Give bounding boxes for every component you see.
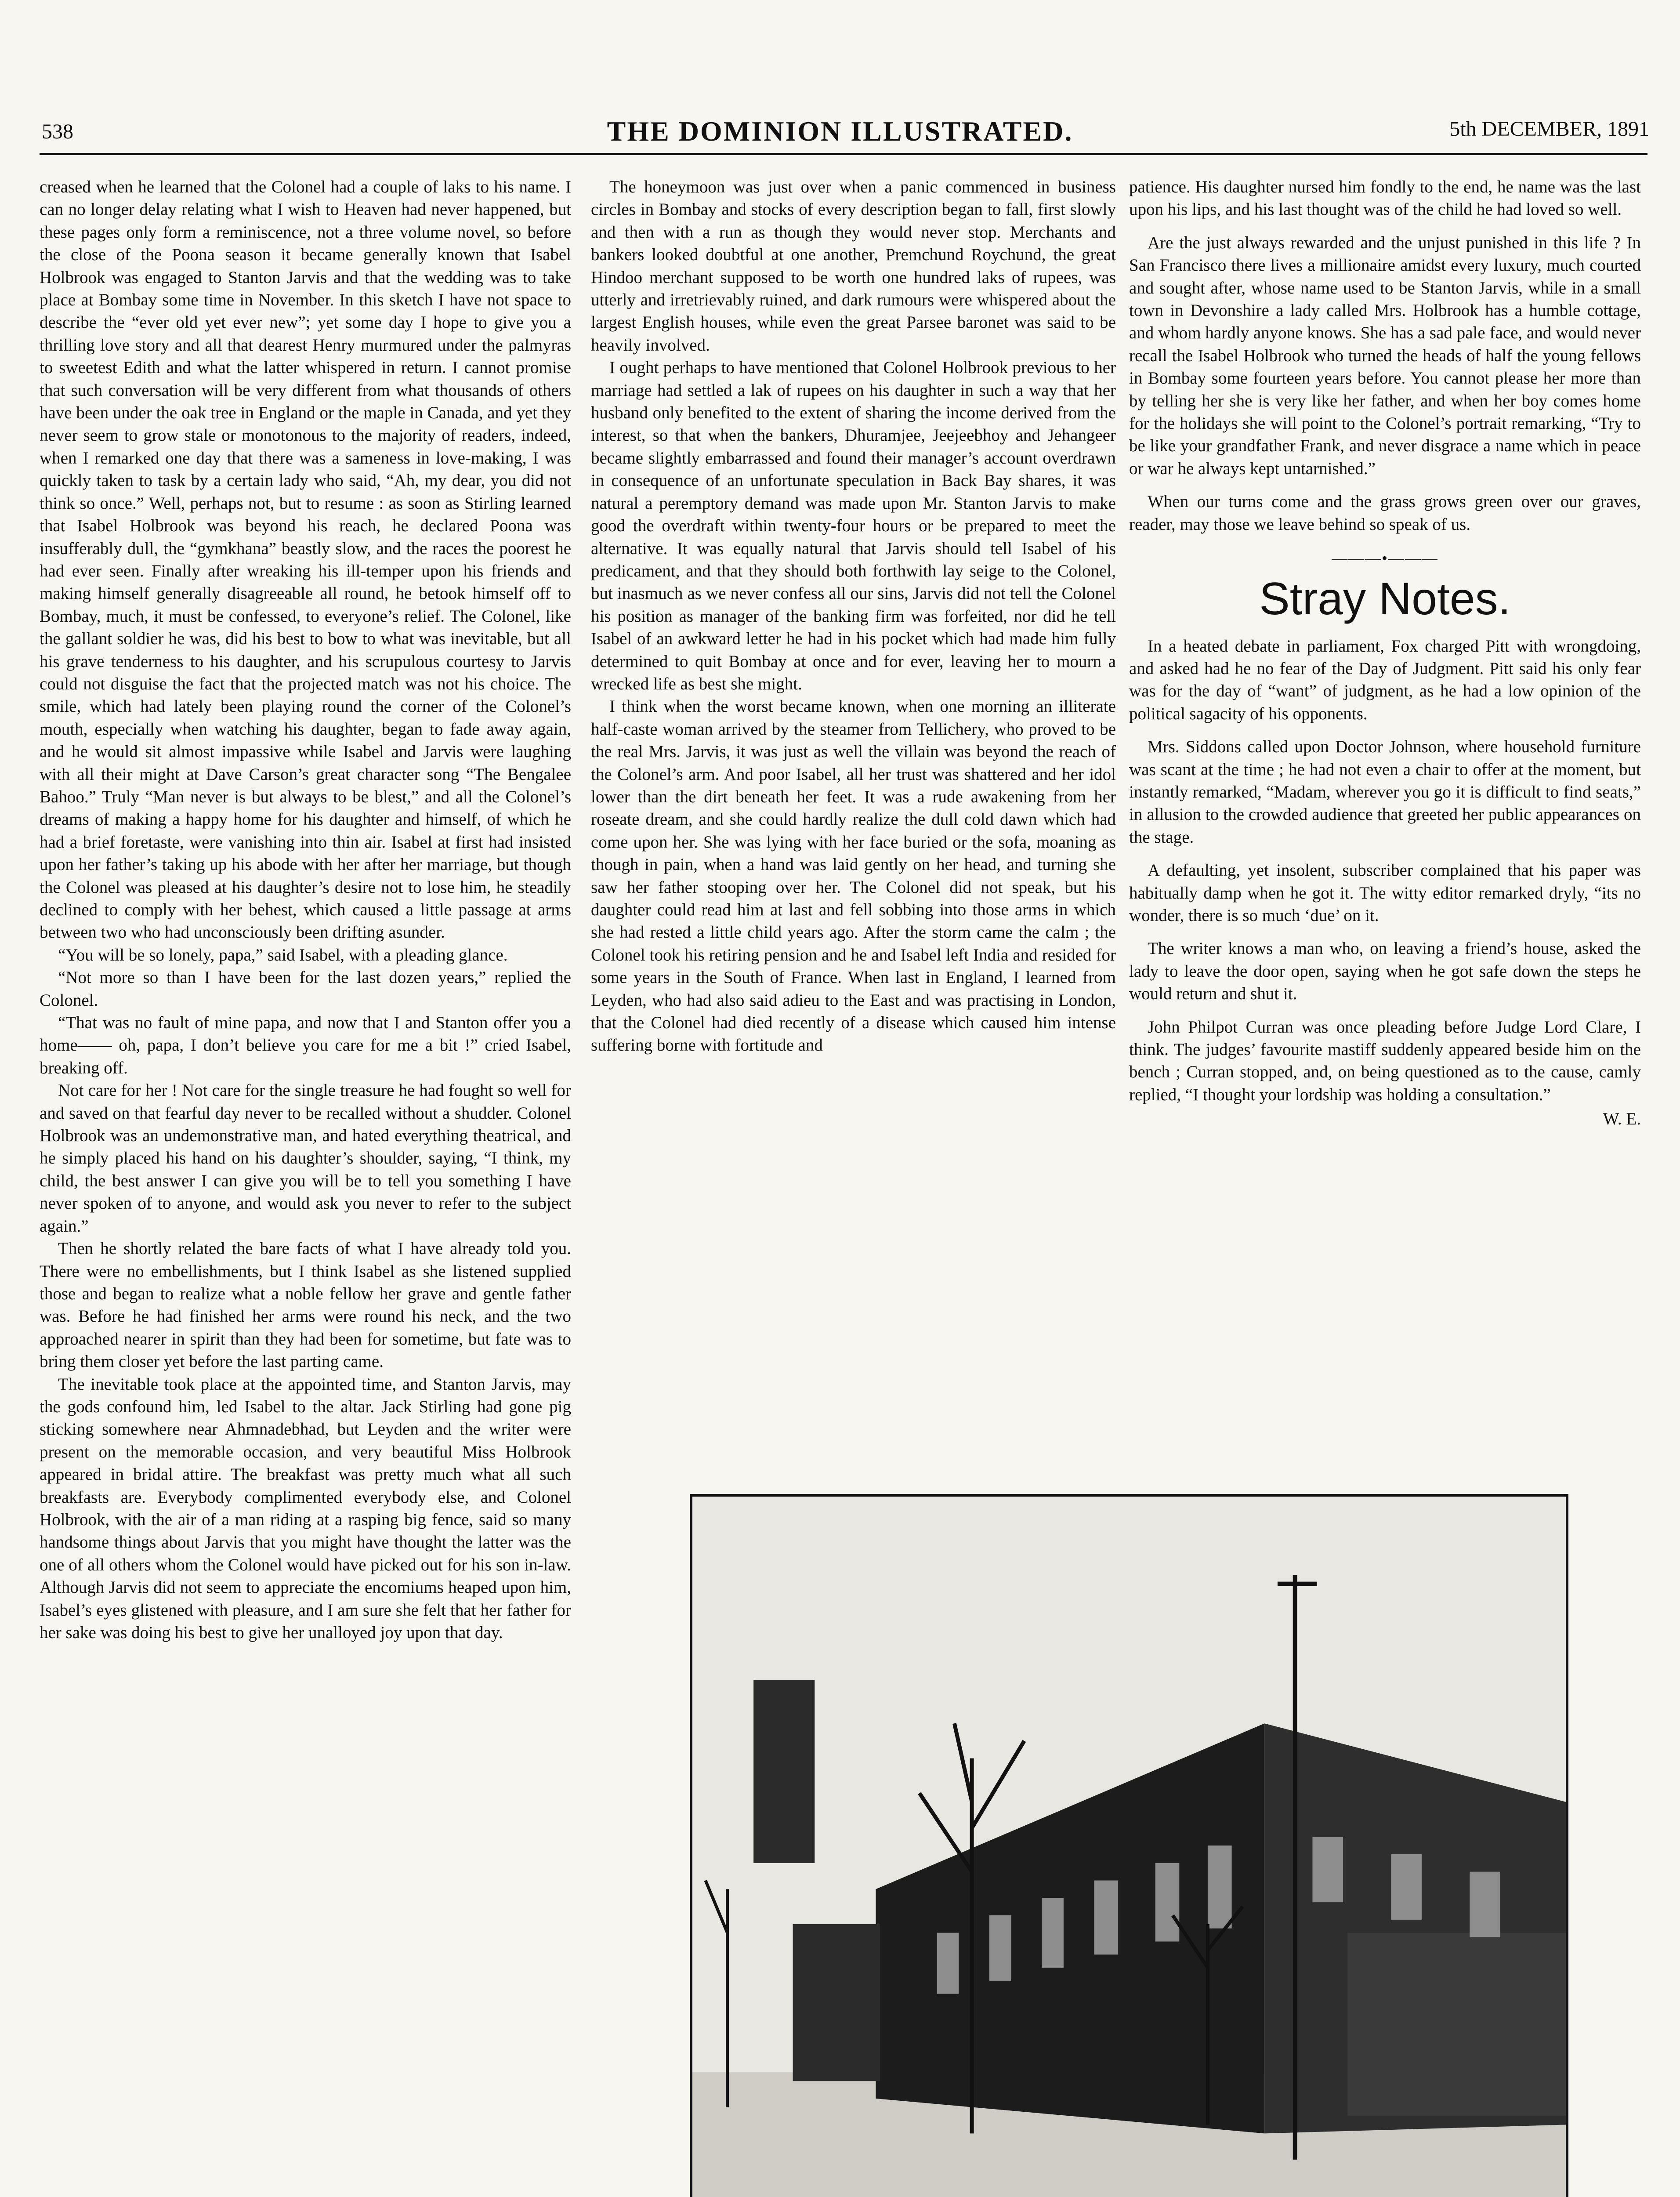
- paragraph: “Not more so than I have been for the last dozen years,” replied the Colonel.: [40, 968, 571, 1010]
- section-title: Stray Notes.: [1259, 573, 1511, 624]
- header-rule: [40, 153, 1647, 155]
- masthead: THE DOMINION ILLUSTRATED.: [607, 116, 1073, 147]
- paragraph: When our turns come and the grass grows green over our graves, reader, may those we leave behind so speak of us.: [1129, 492, 1641, 534]
- paragraph: Not care for her ! Not care for the single treasure he had fought so well for and saved on that fearful day never to be recalled without a shudder. Colonel Holbrook was an undemonstrative man, and hated everything theatrical, and he simply placed his hand on his daughter’s shoulder, saying, “I think, my child, the best answer I can give you will be to tell you something I have never spoken of to anyone, and would ask you never to refer to the subject again.”: [40, 1081, 571, 1236]
- building-illustration: [692, 1497, 1566, 2197]
- note-item: The writer knows a man who, on leaving a friend’s house, asked the lady to leave the door open, saying when he got safe down the steps he would return and shut it.: [1129, 939, 1641, 1004]
- paragraph: I ought perhaps to have mentioned that Colonel Holbrook previous to her marriage had settled a lak of rupees on his daughter in such a way that her husband only benefited to the extent of sharing the income derived from the interest, so that when the bankers, Dhuramjee, Jeejeebhoy and Jehangeer became slightly embarrassed and found their manager’s account overdrawn in consequence of an unfortunate speculation in Back Bay shares, it was natural a peremptory demand was made upon Mr. Stanton Jarvis to make good the overdraft within twenty-four hours or be prepared to meet the alternative. It was equally natural that Jarvis should tell Isabel of his predicament, and that they should both forthwith lay seige to the Colonel, but inasmuch as we never confess all our sins, Jarvis did not tell the Colonel his position as manager of the banking firm was forfeited, nor did he tell Isabel of an awkward letter he had in his pocket which had made him fully determined to quit Bombay at once and for ever, leaving her to mourn a wrecked life as best she might.: [591, 358, 1116, 693]
- section-divider: ———•———: [1332, 549, 1438, 567]
- page-header: [0, 115, 1680, 150]
- paragraph: “That was no fault of mine papa, and now that I and Stanton offer you a home—— oh, papa, I don’t believe you care for me a bit !” cried Isabel, breaking off.: [40, 1013, 571, 1077]
- issue-date: 5th DECEMBER, 1891: [1449, 117, 1649, 141]
- paragraph: creased when he learned that the Colonel had a couple of laks to his name. I can no longer delay relating what I wish to Heaven had never happened, but these pages only form a reminiscence, not a three volume novel, so before the close of the Poona season it became generally known that Isabel Holbrook was engaged to Stanton Jarvis and that the wedding was to take place at Bombay some time in November. In this sketch I have not space to describe the “ever old yet ever new”; yet some day I hope to give you a thrilling love story and all that dearest Henry murmured under the palmyras to sweetest Edith and what the latter whispered in return. I cannot promise that such conversation will be very different from what thousands of others have been under the oak tree in England or the maple in Canada, and yet they never seem to grow stale or monotonous to the majority of readers, indeed, when I remarked one day that there was a sameness in love-making, I was quickly taken to task by a certain lady who said, “Ah, my dear, you did not think so once.” Well, perhaps not, but to resume : as soon as Stirling learned that Isabel Holbrook was beyond his reach, he declared Poona was insufferably dull, the “gymkhana” beastly slow, and the races the poorest he had ever seen. Finally after wreaking his ill-temper upon his friends and making himself generally disagreeable all round, he betook himself off to Bombay, much, it must be confessed, to everyone’s relief. The Colonel, like the gallant soldier he was, did his best to bow to what was inevitable, but all his grave tenderness to his daughter, and his scrupulous courtesy to Jarvis could not disguise the fact that the projected match was not his choice. The smile, which had lately been playing round the corner of the Colonel’s mouth, especially when watching his daughter, began to fade away again, and he would sit almost impassive while Isabel and Jarvis were laughing with all their might at Dave Carson’s great character song “The Bengalee Bahoo.” Truly “Man never is but always to be blest,” and all the Colonel’s dreams of making a happy home for his daughter and himself, of which he had a brief foretaste, were vanishing into thin air. Isabel at first had insisted upon her father’s taking up his abode with her after her marriage, but though the Colonel was pleased at his daughter’s desire not to lose him, he steadily declined to comply with her behest, which caused a little passage at arms between two who had unconsciously been drifting asunder.: [40, 178, 571, 942]
- museum-photograph: [690, 1494, 1568, 2197]
- paragraph: “You will be so lonely, papa,” said Isabel, with a pleading glance.: [58, 945, 508, 964]
- paragraph: The inevitable took place at the appointed time, and Stanton Jarvis, may the gods confound him, led Isabel to the altar. Jack Stirling had gone pig sticking somewhere near Ahmnadebhad, but Leyden and the writer were present on the memorable occasion, and very beautiful Miss Holbrook appeared in bridal attire. The breakfast was pretty much what all such breakfasts are. Everybody complimented everybody else, and Colonel Holbrook, with the air of a man riding at a rasping big fence, said so many handsome things about Jarvis that you might have thought the latter was the one of all others whom the Colonel would have picked out for his son in-law. Although Jarvis did not seem to appreciate the encomiums heaped upon him, Isabel’s eyes glistened with pleasure, and I am sure she felt that her father for her sake was doing his best to give her unalloyed joy upon that day.: [40, 1374, 571, 1642]
- paragraph: Are the just always rewarded and the unjust punished in this life ? In San Francisco there lives a millionaire amidst every luxury, much courted and sought after, whose name used to be Stanton Jarvis, while in a small town in Devonshire a lady called Mrs. Holbrook has a humble cottage, and whom hardly anyone knows. She has a sad pale face, and would never recall the Isabel Holbrook who turned the heads of half the young fellows in Bombay some fourteen years before. You cannot please her more than by telling her she is very like her father, and when her boy comes home for the holidays she will point to the Colonel’s portrait remarking, “Try to be like your grandfather Frank, and never disgrace a name which in peace or war he always kept untarnished.”: [1129, 233, 1641, 478]
- story-column-1: [40, 176, 571, 1644]
- paragraph: The honeymoon was just over when a panic commenced in business circles in Bombay and stocks of every description began to fall, first slowly and then with a run as though they would never stop. Merchants and bankers looked doubtful at one another, Premchund Roychund, the great Hindoo merchant supposed to be worth one hundred laks of rupees, was utterly and irretrievably ruined, and dark rumours were whispered about the largest English houses, while even the great Parsee baronet was said to be heavily involved.: [591, 178, 1116, 355]
- story-column-2: [591, 176, 1116, 1057]
- paragraph: Then he shortly related the bare facts of what I have already told you. There were no embellishments, but I think Isabel as she listened supplied those and began to realize what a noble fellow her grave and gentle father was. Before he had finished her arms were round his neck, and the two approached nearer in spirit than they had been for sometime, but fate was to bring them closer yet before the last parting came.: [40, 1239, 571, 1371]
- note-item: Mrs. Siddons called upon Doctor Johnson, where household furniture was scant at the time ; he had not even a chair to offer at the moment, but instantly remarked, “Madam, wherever you go it is difficult to find seats,” in allusion to the crowded audience that greeted her public appearances on the stage.: [1129, 737, 1641, 847]
- note-item: In a heated debate in parliament, Fox charged Pitt with wrongdoing, and asked had he no fear of the Day of Judgment. Pitt said his only fear was for the day of “want” of judgment, as he had a low opinion of the political sagacity of his opponents.: [1129, 636, 1641, 723]
- page-number: 538: [42, 120, 73, 143]
- note-item: A defaulting, yet insolent, subscriber complained that his paper was habitually damp when he got it. The witty editor remarked dryly, “its no wonder, there is so much ‘due’ on it.: [1129, 861, 1641, 925]
- story-column-3: [1129, 176, 1641, 1131]
- signature: W. E.: [1603, 1109, 1641, 1129]
- paragraph: I think when the worst became known, when one morning an illiterate half-caste woman arrived by the steamer from Tellichery, who proved to be the real Mrs. Jarvis, it was just as well the villain was beyond the reach of the Colonel’s arm. And poor Isabel, all her trust was shattered and her idol lower than the dirt beneath her feet. It was a rude awakening from her roseate dream, and she could hardly realize the dull cold dawn which had come upon her. She was lying with her face buried or the sofa, moaning as though in pain, when a hand was laid gently on her head, and turning she saw her father stooping over her. The Colonel did not speak, but his daughter could read him at last and fell sobbing into those arms in which she had rested a little child years ago. After the storm came the calm ; the Colonel took his retiring pension and he and Isabel left India and resided for some years in the South of France. When last in England, I learned from Leyden, who had also said adieu to the East and was practising in London, that the Colonel had died recently of a disease which caused him intense suffering borne with fortitude and: [591, 697, 1116, 1055]
- note-item: John Philpot Curran was once pleading before Judge Lord Clare, I think. The judges’ favourite mastiff suddenly appeared beside him on the bench ; Curran stopped, and, on being questioned as to the cause, camly replied, “I thought your lordship was holding a consultation.”: [1129, 1017, 1641, 1104]
- paragraph: patience. His daughter nursed him fondly to the end, he name was the last upon his lips, and his last thought was of the child he had loved so well.: [1129, 178, 1641, 219]
